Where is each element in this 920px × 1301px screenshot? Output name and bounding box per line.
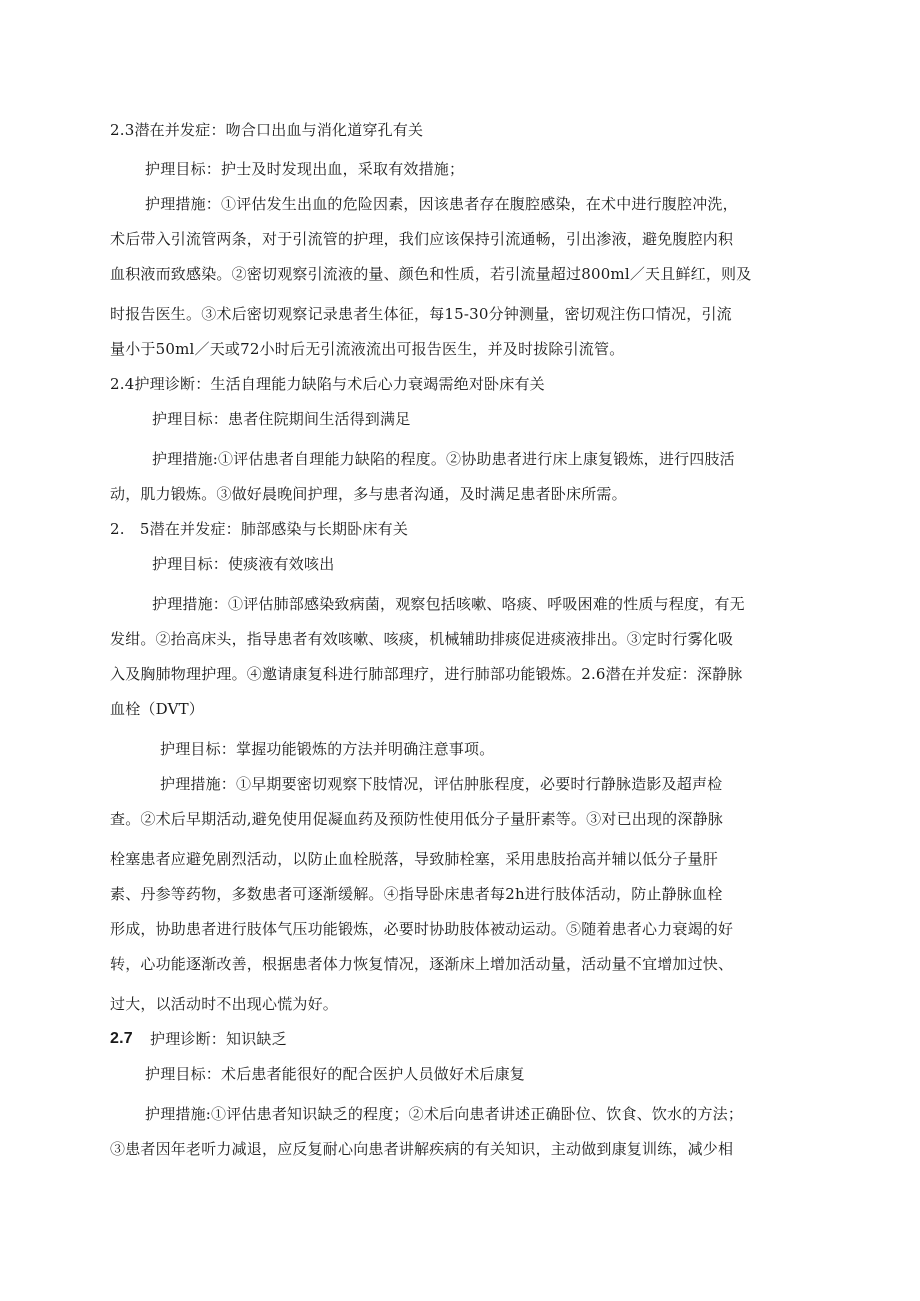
section-2-6-measures-line-4: 素、丹参等药物，多数患者可逐渐缓解。④指导卧床患者每2h进行肢体活动，防止静脉血栓 (110, 885, 723, 903)
section-2-6-measures-line-6: 转，心功能逐渐改善，根据患者体力恢复情况，逐渐床上增加活动量，活动量不宜增加过快、 (110, 955, 734, 973)
section-2-3-measures-line-4: 时报告医生。③术后密切观察记录患者生体征，每15-30分钟测量，密切观注伤口情况，引流 (110, 305, 732, 323)
section-2-4-measures-line-1: 护理措施:①评估患者自理能力缺陷的程度。②协助患者进行床上康复锻炼，进行四肢活 (152, 450, 735, 468)
section-2-5-measures-line-3: 入及胸肺物理护理。④邀请康复科进行肺部理疗，进行肺部功能锻炼。2.6潜在并发症：深静脉 (110, 665, 743, 683)
section-2-3-goal: 护理目标：护士及时发现出血，采取有效措施； (145, 160, 465, 178)
section-2-5-heading: 2. 5潜在并发症：肺部感染与长期卧床有关 (110, 520, 409, 538)
section-2-6-measures-line-1: 护理措施：①早期要密切观察下肢情况，评估肿胀程度，必要时行静脉造影及超声检 (160, 775, 723, 793)
section-2-7-number: 2.7 (110, 1030, 133, 1047)
section-2-7-measures-line-2: ③患者因年老听力减退，应反复耐心向患者讲解疾病的有关知识，主动做到康复训练，减少相 (110, 1140, 734, 1158)
section-2-3-measures-line-2: 术后带入引流管两条，对于引流管的护理，我们应该保持引流通畅，引出渗液，避免腹腔内积 (110, 230, 734, 248)
section-2-3-measures-line-5: 量小于50ml／天或72小时后无引流液流出可报告医生，并及时拔除引流管。 (110, 340, 625, 358)
section-2-6-measures-line-3: 栓塞患者应避免剧烈活动，以防止血栓脱落，导致肺栓塞，采用患肢抬高并辅以低分子量肝 (110, 850, 719, 868)
section-2-6-measures-line-7: 过大，以活动时不出现心慌为好。 (110, 995, 339, 1013)
section-2-5-measures-line-1: 护理措施：①评估肺部感染致病菌，观察包括咳嗽、咯痰、呼吸困难的性质与程度，有无 (152, 595, 745, 613)
section-2-7-measures-line-1: 护理措施:①评估患者知识缺乏的程度；②术后向患者讲述正确卧位、饮食、饮水的方法； (145, 1105, 744, 1123)
section-2-5-goal: 护理目标：使痰液有效咳出 (152, 555, 335, 573)
section-2-6-measures-line-2: 查。②术后早期活动,避免使用促凝血药及预防性使用低分子量肝素等。③对已出现的深静脉 (110, 810, 723, 828)
section-2-5-measures-line-2: 发绀。②抬高床头，指导患者有效咳嗽、咳痰，机械辅助排痰促进痰液排出。③定时行雾化吸 (110, 630, 734, 648)
section-2-7-heading: 护理诊断：知识缺乏 (150, 1030, 287, 1048)
section-2-6-goal: 护理目标：掌握功能锻炼的方法并明确注意事项。 (160, 740, 495, 758)
section-2-5-measures-line-4: 血栓（DVT） (110, 700, 205, 718)
section-2-3-measures-line-1: 护理措施：①评估发生出血的危险因素，因该患者存在腹腔感染，在术中进行腹腔冲洗， (145, 195, 738, 213)
section-2-3-measures-line-3: 血积液而致感染。②密切观察引流液的量、颜色和性质，若引流量超过800ml／天且鲜红，则及 (110, 265, 752, 283)
section-2-4-measures-line-2: 动，肌力锻炼。③做好晨晚间护理，多与患者沟通，及时满足患者卧床所需。 (110, 485, 627, 503)
section-2-6-measures-line-5: 形成，协助患者进行肢体气压功能锻炼，必要时协助肢体被动运动。⑤随着患者心力衰竭的好 (110, 920, 734, 938)
section-2-3-heading: 2.3潜在并发症：吻合口出血与消化道穿孔有关 (110, 121, 424, 139)
section-2-7-goal: 护理目标：术后患者能很好的配合医护人员做好术后康复 (145, 1065, 526, 1083)
section-2-4-goal: 护理目标：患者住院期间生活得到满足 (152, 410, 411, 428)
section-2-4-heading: 2.4护理诊断：生活自理能力缺陷与术后心力衰竭需绝对卧床有关 (110, 375, 545, 393)
